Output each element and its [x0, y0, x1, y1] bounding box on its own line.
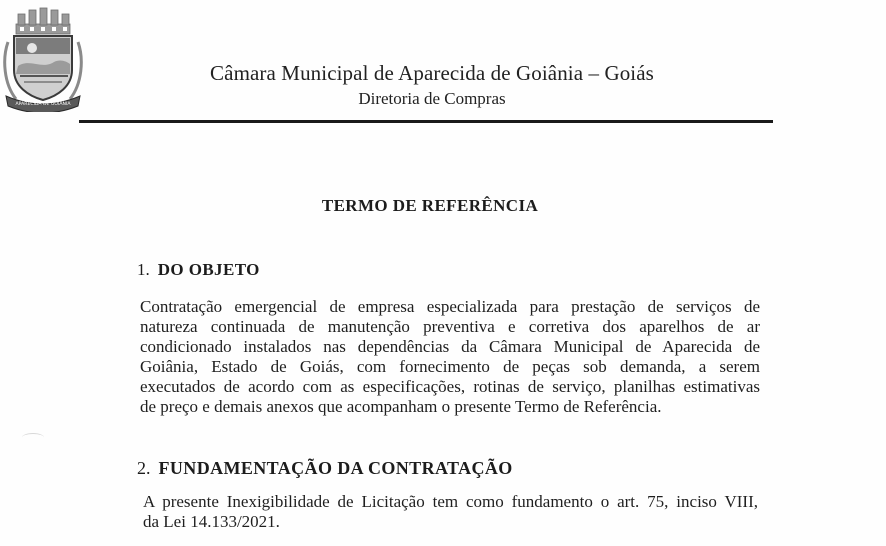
paragraph-line: natureza continuada de manutenção preventiva e corretiva dos aparelhos de ar [140, 317, 760, 336]
paragraph-line: condicionado instalados nas dependências da Câmara Municipal de Aparecida de [140, 337, 760, 356]
department-name: Diretoria de Compras [358, 89, 506, 108]
section-number: 1. [137, 260, 150, 279]
paragraph-line: da Lei 14.133/2021. [143, 512, 280, 531]
paragraph-line: Goiânia, Estado de Goiás, com fornecimento de peças sob demanda, a serem [140, 357, 760, 376]
section-title: FUNDAMENTAÇÃO DA CONTRATAÇÃO [158, 458, 513, 478]
svg-text:APARECIDA DE GOIÂNIA: APARECIDA DE GOIÂNIA [15, 102, 71, 107]
document-title: TERMO DE REFERÊNCIA [321, 196, 539, 215]
scan-artifact [22, 433, 44, 442]
section-paragraph-objeto [140, 297, 760, 417]
section-title: DO OBJETO [157, 260, 260, 279]
header-divider [79, 120, 773, 123]
institution-name: Câmara Municipal de Aparecida de Goiânia – Goiás [210, 61, 654, 85]
coat-of-arms-icon [2, 4, 84, 112]
section-number: 2. [137, 458, 151, 478]
paragraph-line: A presente Inexigibilidade de Licitação tem como fundamento o art. 75, inciso VIII, [143, 492, 758, 511]
paragraph-line: de preço e demais anexos que acompanham o presente Termo de Referência. [140, 397, 662, 416]
section-heading-objeto [137, 260, 260, 280]
section-heading-fundamentacao [137, 458, 513, 479]
paragraph-line: executados de acordo com as especificações, rotinas de serviço, planilhas estimativas [140, 377, 760, 396]
paragraph-line: Contratação emergencial de empresa especializada para prestação de serviços de [140, 297, 760, 316]
section-paragraph-fundamentacao [143, 492, 758, 532]
